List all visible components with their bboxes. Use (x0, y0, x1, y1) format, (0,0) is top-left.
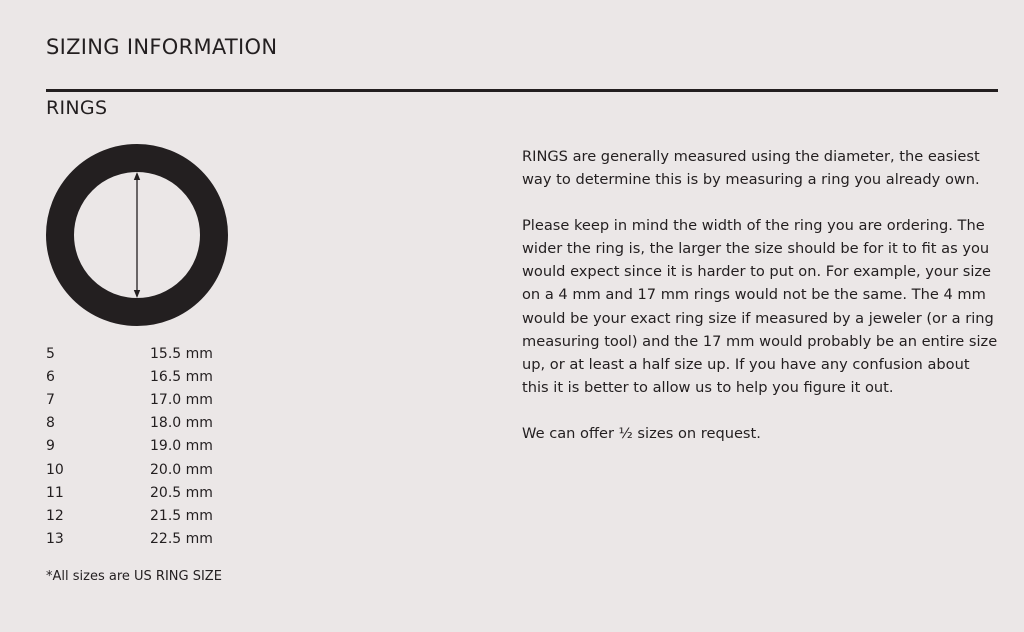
size-footnote: *All sizes are US RING SIZE (46, 569, 222, 584)
ring-size: 9 (46, 438, 55, 455)
description-paragraph: We can offer ½ sizes on request. (522, 424, 761, 442)
table-row (46, 505, 213, 528)
ring-diameter-icon (46, 144, 228, 326)
page-title: SIZING INFORMATION (46, 35, 278, 59)
ring-diameter: 15.5 mm (150, 346, 213, 363)
table-row (46, 389, 213, 412)
ring-size: 10 (46, 461, 64, 478)
ring-diameter: 18.0 mm (150, 415, 213, 432)
ring-size: 13 (46, 530, 64, 547)
table-row (46, 435, 213, 458)
title-divider (46, 89, 998, 92)
ring-size: 8 (46, 415, 55, 432)
ring-diameter: 20.0 mm (150, 461, 213, 478)
sizing-description (522, 145, 998, 468)
description-paragraph: Please keep in mind the width of the ring you are ordering. The wider the ring is, the larger the size should be for it to fit as you would expect since it is harder to put on. For example, your size on a 4 mm and 17 mm rings would not be the same. The 4 mm would be your exact ring size if measured by a jeweler (or a ring measuring tool) and the 17 mm would probably be an entire size up, or at least a half size up. If you have any confusion about this it is better to allow us to help you figure it out. (522, 217, 998, 396)
table-row (46, 458, 213, 481)
section-title-rings: RINGS (46, 97, 108, 119)
ring-size: 7 (46, 392, 55, 409)
ring-size-table (46, 343, 213, 551)
ring-size: 11 (46, 484, 64, 501)
ring-diameter: 19.0 mm (150, 438, 213, 455)
ring-size: 5 (46, 346, 55, 363)
description-paragraph: RINGS are generally measured using the diameter, the easiest way to determine this is by measuring a ring you already own. (522, 148, 980, 189)
ring-diameter: 20.5 mm (150, 484, 213, 501)
table-row (46, 482, 213, 505)
table-row (46, 343, 213, 366)
table-row (46, 528, 213, 551)
ring-size: 12 (46, 507, 64, 524)
ring-diameter: 17.0 mm (150, 392, 213, 409)
ring-diameter: 16.5 mm (150, 369, 213, 386)
table-row (46, 366, 213, 389)
ring-diameter: 21.5 mm (150, 507, 213, 524)
ring-diameter: 22.5 mm (150, 530, 213, 547)
table-row (46, 412, 213, 435)
ring-size: 6 (46, 369, 55, 386)
